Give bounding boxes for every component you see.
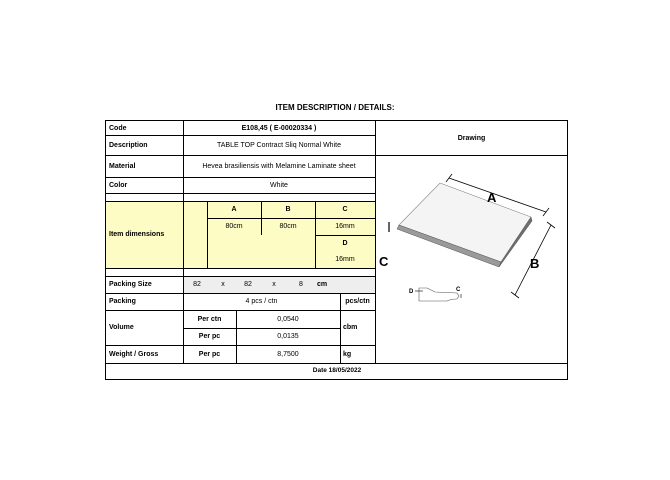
volume-per-ctn-value: 0,0540 [277, 315, 299, 323]
drawing-label-c: C [379, 253, 389, 269]
volume-per-pc-label: Per pc [198, 333, 221, 340]
packing-unit: pcs/ctn [345, 298, 370, 305]
weight-value: 8,7500 [277, 350, 299, 358]
packing-size-sep2: x [272, 281, 276, 288]
spec-sheet [105, 120, 568, 380]
packing-size-x: 82 [193, 281, 201, 288]
volume-per-ctn-label: Per ctn [197, 315, 222, 323]
material-label: Material [109, 162, 136, 170]
dimension-d-value: 16mm [335, 256, 355, 263]
dimension-b-value: 80cm [279, 223, 297, 230]
weight-per-label: Per pc [198, 350, 221, 358]
dimension-a-value: 80cm [225, 223, 243, 230]
weight-label: Weight / Gross [109, 350, 159, 358]
packing-size-z: 8 [299, 281, 303, 288]
packing-size-y: 82 [244, 281, 252, 288]
drawing-header: Drawing [457, 134, 486, 142]
edge-profile-detail [419, 288, 459, 301]
description-label: Description [109, 141, 148, 149]
dimension-c-header: C [342, 206, 348, 213]
dimensions-label: Item dimensions [109, 231, 165, 238]
color-value: White [270, 181, 288, 189]
material-value: Hevea brasiliensis with Melamine Laminate sheet [202, 162, 356, 170]
code-label: Code [109, 124, 127, 132]
dimension-d-header: D [342, 239, 348, 247]
color-label: Color [109, 181, 128, 189]
packing-label: Packing [109, 298, 136, 305]
weight-unit: kg [343, 350, 352, 358]
packing-size-sep1: x [221, 281, 225, 288]
packing-value: 4 pcs / ctn [245, 298, 278, 305]
date-stamp: Date 18/05/2022 [312, 367, 362, 375]
dimension-a-header: A [231, 206, 237, 213]
volume-label: Volume [109, 324, 134, 331]
volume-unit: cbm [343, 324, 358, 331]
dimension-c-value: 16mm [335, 223, 355, 230]
dimension-b-header: B [285, 206, 291, 213]
description-value: TABLE TOP Contract Sliq Normal White [217, 141, 341, 149]
volume-per-pc-value: 0,0135 [277, 333, 299, 340]
packing-size-label: Packing Size [109, 281, 152, 288]
code-value: E108,45 ( E-00020334 ) [241, 124, 317, 132]
page-title: ITEM DESCRIPTION / DETAILS: [275, 103, 395, 112]
detail-label-c: C [456, 287, 461, 293]
packing-size-unit: cm [316, 281, 328, 288]
drawing-label-b: B [530, 255, 540, 271]
detail-label-d: D [409, 289, 414, 295]
drawing-label-a: A [487, 189, 497, 205]
